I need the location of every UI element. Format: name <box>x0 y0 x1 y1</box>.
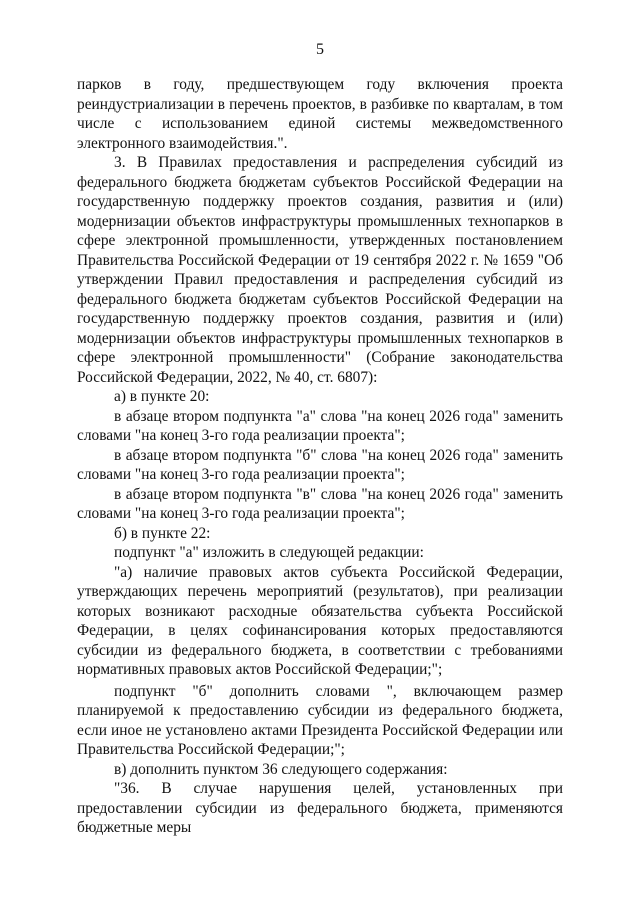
paragraph-subitem-a: а) в пункте 20: <box>114 388 210 405</box>
paragraph-redaction: подпункт "а" изложить в следующей редакции: <box>114 544 424 561</box>
page-number: 5 <box>316 41 324 58</box>
paragraph-item-3: 3. В Правилах предоставления и распределения субсидий из федерального бюджета бюджетам субъектов Российской Федерации на государственную поддержку проектов создания, развития и (или) модернизации объектов инфраструктуры промышленных технопарков в сфере электронной промышленности, утвержденных постановлением Правительства Российской Федерации от 19 сентября 2022 г. № 1659 "Об утверждении Правил предоставления и распределения субсидий из федерального бюджета бюджетам субъектов Российской Федерации на государственную поддержку проектов создания, развития и (или) модернизации объектов инфраструктуры промышленных технопарков в сфере электронной промышленности" (Собрание законодательства Российской Федерации, 2022, № 40, ст. 6807): <box>77 154 563 386</box>
paragraph-continuation: парков в году, предшествующем году включения проекта реиндустриализации в перечень проектов, в разбивке по кварталам, в том числе с использованием единой системы межведомственного электронного взаимодействия.". <box>77 76 563 152</box>
paragraph-amendment-b: в абзаце втором подпункта "б" слова "на конец 2026 года" заменить словами "на конец 3-го года реализации проекта"; <box>77 446 563 483</box>
paragraph-quoted-a: "а) наличие правовых актов субъекта Российской Федерации, утверждающих перечень мероприятий (результатов), при реализации которых возникают расходные обязательства субъекта Российской Федерации, в целях софинансирования которых предоставляются субсидии из федерального бюджета, в соответствии с требованиями нормативных правовых актов Российской Федерации;"; <box>77 563 563 678</box>
paragraph-quoted-36: "36. В случае нарушения целей, установленных при предоставлении субсидии из федерального бюджета, применяются бюджетные меры <box>77 780 563 836</box>
paragraph-subitem-v: в) дополнить пунктом 36 следующего содержания: <box>114 760 448 778</box>
paragraph-amendment-v: в абзаце втором подпункта "в" слова "на конец 2026 года" заменить словами "на конец 3-го года реализации проекта"; <box>77 485 563 522</box>
paragraph-subpoint-b-addition: подпункт "б" дополнить словами ", включающем размер планируемой к предоставлению субсидии из федерального бюджета, если иное не установлено актами Президента Российской Федерации или Правительства Российской Федерации;"; <box>77 682 563 758</box>
document-body <box>77 75 563 838</box>
paragraph-amendment-a: в абзаце втором подпункта "а" слова "на конец 2026 года" заменить словами "на конец 3-го года реализации проекта"; <box>77 407 563 444</box>
paragraph-subitem-b: б) в пункте 22: <box>114 524 211 542</box>
